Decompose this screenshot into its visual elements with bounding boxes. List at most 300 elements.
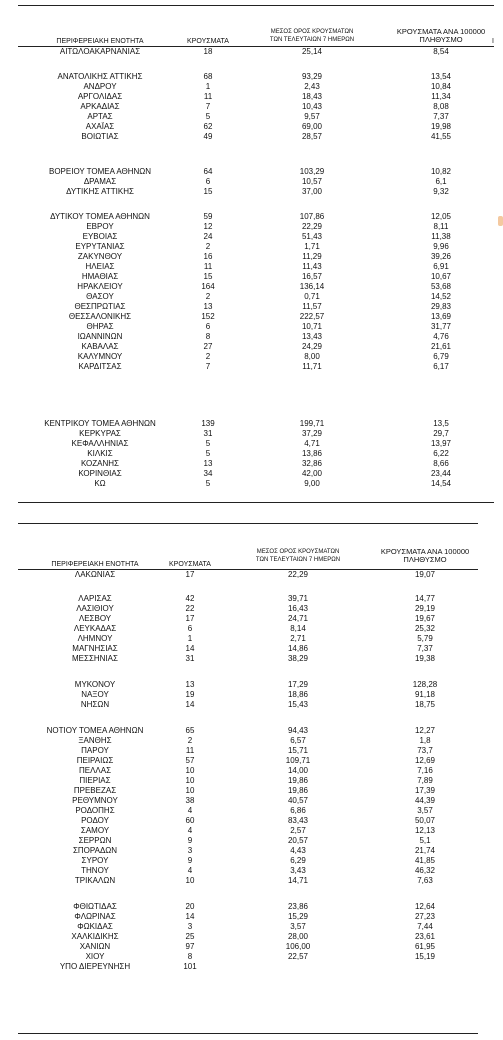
avg7-cell: 24,29 — [301, 342, 323, 351]
table1-row — [0, 112, 503, 122]
per100k-cell: 7,16 — [417, 766, 433, 775]
avg7-cell: 3,43 — [290, 866, 306, 875]
region-cell: ΘΕΣΣΑΛΟΝΙΚΗΣ — [68, 312, 132, 321]
cases-cell: 3 — [187, 846, 193, 855]
cases-cell: 38 — [185, 796, 195, 805]
avg7-cell: 15,71 — [287, 746, 309, 755]
table1-row — [0, 322, 503, 332]
region-cell: ΑΙΤΩΛΟΑΚΑΡΝΑΝΙΑΣ — [59, 47, 141, 56]
avg7-cell: 4,43 — [290, 846, 306, 855]
avg7-cell: 94,43 — [287, 726, 309, 735]
region-cell: ΡΟΔΟΠΗΣ — [75, 806, 115, 815]
table2-row — [0, 634, 503, 644]
per100k-cell: 12,64 — [414, 902, 436, 911]
region-cell: ΜΑΓΝΗΣΙΑΣ — [72, 644, 118, 653]
cases-cell: 15 — [203, 187, 213, 196]
per100k-cell: 10,82 — [430, 167, 452, 176]
per100k-cell: 7,37 — [417, 644, 433, 653]
region-cell: ΣΠΟΡΑΔΩΝ — [72, 846, 118, 855]
table2-row — [0, 786, 503, 796]
per100k-cell: 44,39 — [414, 796, 436, 805]
region-cell: ΜΥΚΟΝΟΥ — [74, 680, 116, 689]
table2-row — [0, 902, 503, 912]
avg7-cell: 2,71 — [290, 634, 306, 643]
cases-cell: 6 — [187, 624, 193, 633]
region-cell: ΠΡΕΒΕΖΑΣ — [73, 786, 117, 795]
table1-row — [0, 82, 503, 92]
cases-cell: 97 — [185, 942, 195, 951]
region-cell: ΛΑΚΩΝΙΑΣ — [74, 570, 116, 579]
region-cell: ΦΘΙΩΤΙΔΑΣ — [73, 902, 117, 911]
table2-row — [0, 680, 503, 690]
avg7-cell: 25,14 — [301, 47, 323, 56]
avg7-cell: 16,43 — [287, 604, 309, 613]
per100k-cell: 12,69 — [414, 756, 436, 765]
per100k-cell: 21,74 — [414, 846, 436, 855]
avg7-cell: 3,57 — [290, 922, 306, 931]
region-cell: ΔΥΤΙΚΟΥ ΤΟΜΕΑ ΑΘΗΝΩΝ — [50, 212, 150, 221]
table1-row — [0, 272, 503, 282]
region-cell: ΚΑΛΥΜΝΟΥ — [77, 352, 123, 361]
table2-row — [0, 644, 503, 654]
region-cell: ΑΧΑΪΑΣ — [85, 122, 115, 131]
per100k-cell: 6,1 — [435, 177, 447, 186]
table1-bottom-rule — [18, 502, 494, 503]
cases-cell: 62 — [203, 122, 213, 131]
region-cell: ΑΝΑΤΟΛΙΚΗΣ ΑΤΤΙΚΗΣ — [57, 72, 143, 81]
per100k-cell: 29,19 — [414, 604, 436, 613]
per100k-cell: 7,37 — [433, 112, 449, 121]
cases-cell: 10 — [185, 776, 195, 785]
region-cell: ΑΝΔΡΟΥ — [83, 82, 117, 91]
cases-cell: 2 — [187, 736, 193, 745]
per100k-cell: 6,91 — [433, 262, 449, 271]
table1-row — [0, 167, 503, 177]
avg7-cell: 69,00 — [301, 122, 323, 131]
table2-header-cases: ΚΡΟΥΣΜΑΤΑ — [169, 561, 211, 568]
avg7-cell: 4,71 — [304, 439, 320, 448]
table2-row — [0, 594, 503, 604]
per100k-cell: 91,18 — [414, 690, 436, 699]
cases-cell: 101 — [183, 962, 197, 971]
region-cell: ΠΑΡΟΥ — [81, 746, 109, 755]
table1-row — [0, 212, 503, 222]
table1-row — [0, 102, 503, 112]
region-cell: ΧΑΛΚΙΔΙΚΗΣ — [71, 932, 119, 941]
cases-cell: 42 — [185, 594, 195, 603]
cases-cell: 2 — [205, 242, 211, 251]
region-cell: ΚΩ — [94, 479, 106, 488]
cases-cell: 11 — [203, 92, 213, 101]
region-cell: ΤΡΙΚΑΛΩΝ — [74, 876, 116, 885]
cases-cell: 19 — [185, 690, 195, 699]
region-cell: ΣΑΜΟΥ — [80, 826, 110, 835]
avg7-cell: 2,57 — [290, 826, 306, 835]
cases-cell: 25 — [185, 932, 195, 941]
avg7-cell: 199,71 — [299, 419, 325, 428]
per100k-cell: 39,26 — [430, 252, 452, 261]
per100k-cell: 41,55 — [430, 132, 452, 141]
region-cell: ΚΕΦΑΛΛΗΝΙΑΣ — [71, 439, 129, 448]
cases-cell: 8 — [187, 952, 193, 961]
avg7-cell: 37,29 — [301, 429, 323, 438]
region-cell: ΖΑΚΥΝΘΟΥ — [77, 252, 123, 261]
per100k-cell: 14,52 — [430, 292, 452, 301]
per100k-cell: 8,54 — [433, 47, 449, 56]
table1-row — [0, 177, 503, 187]
per100k-cell: 8,11 — [433, 222, 449, 231]
region-cell: ΝΗΣΩΝ — [80, 700, 110, 709]
avg7-cell: 109,71 — [285, 756, 311, 765]
per100k-cell: 46,32 — [414, 866, 436, 875]
per100k-cell: 9,32 — [433, 187, 449, 196]
per100k-cell: 13,97 — [430, 439, 452, 448]
cases-cell: 60 — [185, 816, 195, 825]
table2-top-rule — [18, 523, 478, 524]
per100k-cell: 8,66 — [433, 459, 449, 468]
per100k-cell: 10,67 — [430, 272, 452, 281]
table1-top-rule — [18, 5, 494, 6]
per100k-cell: 23,44 — [430, 469, 452, 478]
table2-row — [0, 690, 503, 700]
avg7-cell: 24,71 — [287, 614, 309, 623]
avg7-cell: 136,14 — [299, 282, 325, 291]
region-cell: ΘΑΣΟΥ — [86, 292, 114, 301]
per100k-cell: 53,68 — [430, 282, 452, 291]
per100k-cell: 14,77 — [414, 594, 436, 603]
per100k-cell: 4,76 — [433, 332, 449, 341]
avg7-cell: 1,71 — [304, 242, 320, 251]
avg7-cell: 22,29 — [301, 222, 323, 231]
avg7-cell: 16,57 — [301, 272, 323, 281]
table1-row — [0, 187, 503, 197]
cases-cell: 11 — [185, 746, 195, 755]
table1-row — [0, 47, 503, 57]
per100k-cell: 9,96 — [433, 242, 449, 251]
cases-cell: 17 — [185, 570, 195, 579]
region-cell: ΞΑΝΘΗΣ — [78, 736, 112, 745]
margin-mark — [498, 216, 503, 226]
cases-cell: 24 — [203, 232, 213, 241]
per100k-cell: 18,75 — [414, 700, 436, 709]
per100k-cell: 21,61 — [430, 342, 452, 351]
cases-cell: 1 — [187, 634, 193, 643]
table1-row — [0, 459, 503, 469]
region-cell: ΚΑΡΔΙΤΣΑΣ — [78, 362, 122, 371]
cases-cell: 5 — [205, 439, 211, 448]
cases-cell: 64 — [203, 167, 213, 176]
table1-row — [0, 252, 503, 262]
avg7-cell: 40,57 — [287, 796, 309, 805]
region-cell: ΛΕΣΒΟΥ — [78, 614, 112, 623]
region-cell: ΕΥΡΥΤΑΝΙΑΣ — [75, 242, 125, 251]
avg7-cell: 11,29 — [302, 252, 322, 261]
cases-cell: 7 — [205, 362, 211, 371]
avg7-cell: 20,57 — [287, 836, 309, 845]
per100k-cell: 6,22 — [433, 449, 449, 458]
region-cell: ΕΒΡΟΥ — [86, 222, 114, 231]
table1-row — [0, 72, 503, 82]
avg7-cell: 32,86 — [301, 459, 323, 468]
per100k-cell: 19,98 — [430, 122, 452, 131]
per100k-cell: 6,17 — [433, 362, 449, 371]
region-cell: ΛΑΣΙΘΙΟΥ — [76, 604, 114, 613]
table1-row — [0, 292, 503, 302]
cases-cell: 5 — [205, 449, 211, 458]
region-cell: ΛΗΜΝΟΥ — [77, 634, 113, 643]
region-cell: ΑΡΚΑΔΙΑΣ — [80, 102, 120, 111]
table1-row — [0, 429, 503, 439]
table2-row — [0, 700, 503, 710]
table2-row — [0, 816, 503, 826]
per100k-cell: 19,07 — [414, 570, 436, 579]
cases-cell: 4 — [187, 866, 193, 875]
cases-cell: 6 — [205, 322, 211, 331]
per100k-cell: 61,95 — [414, 942, 436, 951]
avg7-cell: 19,86 — [287, 786, 309, 795]
cases-cell: 11 — [203, 262, 213, 271]
table2-row — [0, 614, 503, 624]
cases-cell: 59 — [203, 212, 213, 221]
avg7-cell: 13,86 — [301, 449, 323, 458]
region-cell: ΘΕΣΠΡΩΤΙΑΣ — [74, 302, 126, 311]
cases-cell: 10 — [185, 766, 195, 775]
per100k-cell: 14,54 — [430, 479, 452, 488]
table2-row — [0, 776, 503, 786]
avg7-cell: 11,43 — [302, 262, 322, 271]
table2-row — [0, 604, 503, 614]
table1-row — [0, 242, 503, 252]
cases-cell: 10 — [185, 876, 195, 885]
avg7-cell: 13,43 — [301, 332, 323, 341]
per100k-cell: 50,07 — [414, 816, 436, 825]
table1-row — [0, 302, 503, 312]
table1-row — [0, 222, 503, 232]
region-cell: ΤΗΝΟΥ — [81, 866, 109, 875]
avg7-cell: 23,86 — [287, 902, 309, 911]
avg7-cell: 222,57 — [299, 312, 325, 321]
table2-header-region: ΠΕΡΙΦΕΡΕΙΑΚΗ ΕΝΟΤΗΤΑ — [51, 561, 139, 568]
avg7-cell: 18,86 — [287, 690, 309, 699]
table1-row — [0, 352, 503, 362]
avg7-cell: 10,43 — [301, 102, 323, 111]
region-cell: ΑΡΤΑΣ — [87, 112, 113, 121]
cases-cell: 164 — [201, 282, 215, 291]
region-cell: ΚΟΖΑΝΗΣ — [80, 459, 120, 468]
table1-row — [0, 419, 503, 429]
cases-cell: 65 — [185, 726, 195, 735]
cases-cell: 5 — [205, 479, 211, 488]
per100k-cell: 31,77 — [430, 322, 452, 331]
per100k-cell: 7,44 — [417, 922, 433, 931]
per100k-cell: 23,61 — [414, 932, 436, 941]
per100k-cell: 128,28 — [412, 680, 438, 689]
cases-cell: 18 — [203, 47, 213, 56]
region-cell: ΒΟΙΩΤΙΑΣ — [81, 132, 119, 141]
avg7-cell: 106,00 — [285, 942, 311, 951]
avg7-cell: 42,00 — [301, 469, 323, 478]
avg7-cell: 103,29 — [299, 167, 325, 176]
region-cell: ΗΜΑΘΙΑΣ — [81, 272, 119, 281]
per100k-cell: 19,67 — [414, 614, 436, 623]
region-cell: ΕΥΒΟΙΑΣ — [82, 232, 118, 241]
per100k-cell: 19,38 — [414, 654, 436, 663]
region-cell: ΔΡΑΜΑΣ — [83, 177, 117, 186]
avg7-cell: 10,57 — [301, 177, 323, 186]
table1-header-region: ΠΕΡΙΦΕΡΕΙΑΚΗ ΕΝΟΤΗΤΑ — [56, 38, 144, 45]
table2-row — [0, 624, 503, 634]
per100k-cell: 15,19 — [414, 952, 436, 961]
cases-cell: 34 — [203, 469, 213, 478]
avg7-cell: 0,71 — [304, 292, 320, 301]
cases-cell: 4 — [187, 806, 193, 815]
table2-row — [0, 932, 503, 942]
region-cell: ΚΟΡΙΝΘΙΑΣ — [78, 469, 122, 478]
per100k-cell: 7,63 — [417, 876, 433, 885]
per100k-cell: 29,83 — [430, 302, 452, 311]
table2-row — [0, 766, 503, 776]
table1-header-avg7: ΜΕΣΟΣ ΟΡΟΣ ΚΡΟΥΣΜΑΤΩΝ ΤΩΝ ΤΕΛΕΥΤΑΙΩΝ 7 ΗΜΕΡΩΝ — [269, 29, 355, 43]
per100k-cell: 13,54 — [430, 72, 452, 81]
cases-cell: 22 — [185, 604, 195, 613]
cases-cell: 7 — [205, 102, 211, 111]
avg7-cell: 10,71 — [301, 322, 323, 331]
avg7-cell: 6,29 — [290, 856, 306, 865]
table2-row — [0, 806, 503, 816]
cases-cell: 152 — [201, 312, 215, 321]
region-cell: ΗΡΑΚΛΕΙΟΥ — [77, 282, 123, 291]
cases-cell: 13 — [203, 459, 213, 468]
region-cell: ΑΡΓΟΛΙΔΑΣ — [77, 92, 123, 101]
cases-cell: 9 — [187, 856, 193, 865]
cases-cell: 2 — [205, 352, 211, 361]
avg7-cell: 107,86 — [299, 212, 325, 221]
avg7-cell: 83,43 — [287, 816, 309, 825]
cases-cell: 12 — [203, 222, 213, 231]
cases-cell: 9 — [187, 836, 193, 845]
region-cell: ΚΙΛΚΙΣ — [87, 449, 113, 458]
table2-row — [0, 654, 503, 664]
table1-row — [0, 479, 503, 489]
per100k-cell: 29,7 — [433, 429, 449, 438]
avg7-cell: 6,86 — [290, 806, 306, 815]
region-cell: ΚΕΝΤΡΙΚΟΥ ΤΟΜΕΑ ΑΘΗΝΩΝ — [44, 419, 156, 428]
cases-cell: 4 — [187, 826, 193, 835]
table1-row — [0, 469, 503, 479]
avg7-cell: 22,29 — [287, 570, 309, 579]
region-cell: ΗΛΕΙΑΣ — [85, 262, 115, 271]
table2-row — [0, 912, 503, 922]
avg7-cell: 39,71 — [287, 594, 309, 603]
per100k-cell: 5,1 — [419, 836, 431, 845]
region-cell: ΚΕΡΚΥΡΑΣ — [79, 429, 121, 438]
region-cell: ΒΟΡΕΙΟΥ ΤΟΜΕΑ ΑΘΗΝΩΝ — [48, 167, 152, 176]
avg7-cell: 93,29 — [301, 72, 323, 81]
region-cell: ΥΠΟ ΔΙΕΡΕΥΝΗΣΗ — [59, 962, 131, 971]
cases-cell: 6 — [205, 177, 211, 186]
avg7-cell: 28,57 — [301, 132, 323, 141]
per100k-cell: 27,23 — [414, 912, 436, 921]
table1-header-cases: ΚΡΟΥΣΜΑΤΑ — [187, 38, 229, 45]
per100k-cell: 12,27 — [414, 726, 436, 735]
table1-row — [0, 312, 503, 322]
avg7-cell: 8,14 — [290, 624, 306, 633]
region-cell: ΘΗΡΑΣ — [86, 322, 114, 331]
cases-cell: 14 — [185, 644, 195, 653]
per100k-cell: 13,5 — [433, 419, 449, 428]
table2-row — [0, 826, 503, 836]
avg7-cell: 14,71 — [287, 876, 309, 885]
table2-row — [0, 836, 503, 846]
cases-cell: 13 — [203, 302, 213, 311]
cases-cell: 10 — [185, 786, 195, 795]
region-cell: ΠΕΛΛΑΣ — [78, 766, 112, 775]
region-cell: ΝΑΞΟΥ — [81, 690, 109, 699]
region-cell: ΛΑΡΙΣΑΣ — [78, 594, 112, 603]
table2-row — [0, 876, 503, 886]
cases-cell: 1 — [205, 82, 211, 91]
per100k-cell: 12,05 — [430, 212, 452, 221]
avg7-cell: 11,57 — [302, 302, 322, 311]
table1-row — [0, 92, 503, 102]
region-cell: ΧΙΟΥ — [85, 952, 105, 961]
avg7-cell: 37,00 — [301, 187, 323, 196]
cases-cell: 3 — [187, 922, 193, 931]
avg7-cell: 9,00 — [304, 479, 320, 488]
per100k-cell: 11,34 — [431, 92, 451, 101]
region-cell: ΣΕΡΡΩΝ — [78, 836, 112, 845]
per100k-cell: 13,69 — [430, 312, 452, 321]
table2-row — [0, 796, 503, 806]
region-cell: ΠΕΙΡΑΙΩΣ — [76, 756, 114, 765]
table2-row — [0, 736, 503, 746]
table1-row — [0, 282, 503, 292]
per100k-cell: 25,32 — [414, 624, 436, 633]
region-cell: ΛΕΥΚΑΔΑΣ — [73, 624, 117, 633]
table2-row — [0, 942, 503, 952]
table2-row — [0, 746, 503, 756]
table2-row — [0, 962, 503, 972]
table1-row — [0, 439, 503, 449]
cases-cell: 27 — [203, 342, 213, 351]
table2-row — [0, 846, 503, 856]
cases-cell: 68 — [203, 72, 213, 81]
per100k-cell: 3,57 — [417, 806, 433, 815]
per100k-cell: 10,84 — [430, 82, 452, 91]
cases-cell: 8 — [205, 332, 211, 341]
per100k-cell: 12,13 — [414, 826, 436, 835]
cases-cell: 139 — [201, 419, 215, 428]
table2-bottom-rule — [18, 1033, 478, 1034]
avg7-cell: 15,29 — [287, 912, 309, 921]
table1-row — [0, 122, 503, 132]
avg7-cell: 14,00 — [287, 766, 309, 775]
avg7-cell: 11,71 — [302, 362, 322, 371]
per100k-cell: 6,79 — [433, 352, 449, 361]
cases-cell: 13 — [185, 680, 195, 689]
table2-row — [0, 856, 503, 866]
avg7-cell: 17,29 — [287, 680, 309, 689]
region-cell: ΙΩΑΝΝΙΝΩΝ — [77, 332, 123, 341]
cases-cell: 2 — [205, 292, 211, 301]
per100k-cell: 5,79 — [417, 634, 433, 643]
region-cell: ΦΛΩΡΙΝΑΣ — [74, 912, 116, 921]
region-cell: ΣΥΡΟΥ — [81, 856, 109, 865]
table1-row — [0, 232, 503, 242]
table1-row — [0, 449, 503, 459]
table2-header-per100k: ΚΡΟΥΣΜΑΤΑ ΑΝΑ 100000 ΠΛΗΘΥΣΜΟ — [380, 547, 470, 564]
region-cell: ΠΙΕΡΙΑΣ — [79, 776, 111, 785]
